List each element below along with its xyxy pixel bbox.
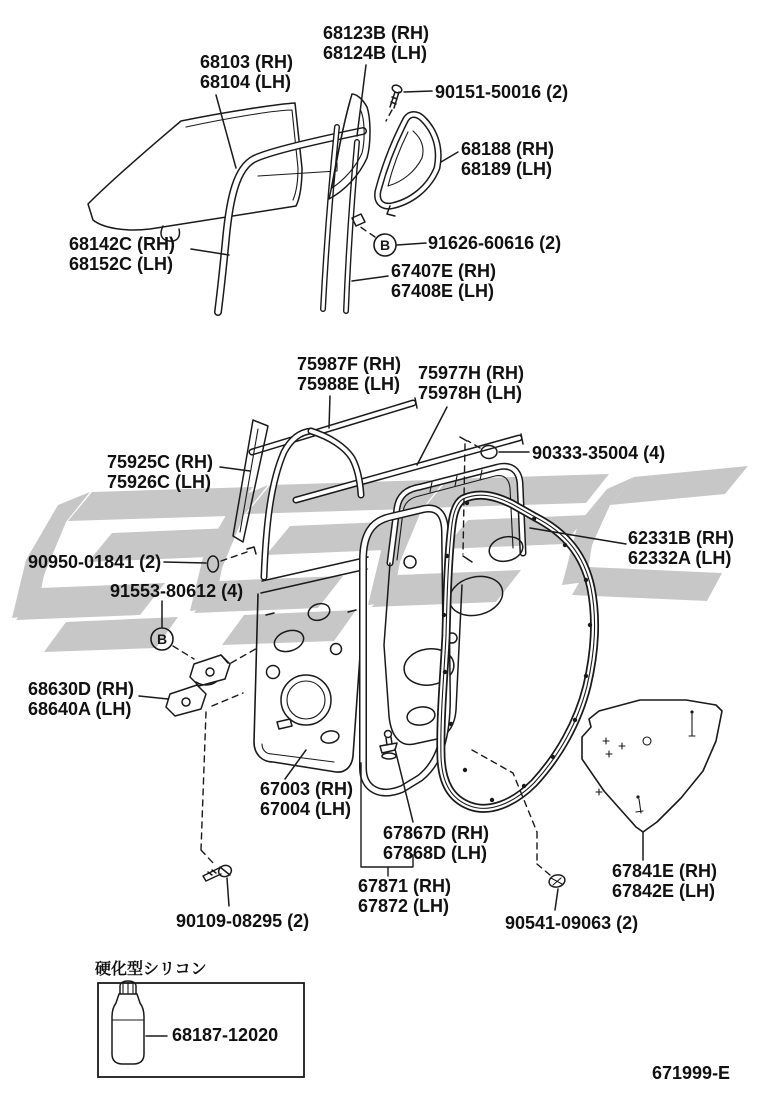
marker-b1-letter: B: [379, 237, 391, 253]
screw-90151-icon: [386, 84, 403, 121]
callout-91553: 91553-80612 (4): [110, 581, 244, 601]
callout-67867D: 67867D (RH) 67868D (LH): [383, 823, 490, 863]
figure-code: 671999-E: [652, 1063, 731, 1083]
glass-run-channel-drawing: [218, 131, 363, 312]
callout-75925C: 75925C (RH) 75926C (LH): [107, 452, 214, 492]
silicone-note-title: 硬化型シリコン: [95, 961, 207, 978]
callout-68630D: 68630D (RH) 68640A (LH): [28, 679, 135, 719]
callout-67003: 67003 (RH) 67004 (LH): [260, 779, 354, 819]
callout-91626: 91626-60616 (2): [428, 233, 562, 253]
hinge-drawing: [166, 655, 230, 716]
service-cover-panel-drawing: [582, 700, 722, 832]
marker-b2-letter: B: [156, 631, 168, 647]
callout-67407E: 67407E (RH) 67408E (LH): [391, 261, 497, 301]
callout-75977H: 75977H (RH) 75978H (LH): [418, 363, 525, 403]
grommet-90541-icon: [548, 873, 567, 889]
marker-b1: [352, 214, 396, 256]
callout-68142C: 68142C (RH) 68152C (LH): [69, 234, 176, 274]
callout-68188: 68188 (RH) 68189 (LH): [461, 139, 555, 179]
callout-90151: 90151-50016 (2): [435, 82, 569, 102]
silicone-bottle-icon: [112, 981, 144, 1064]
door-glass-drawing: [88, 103, 337, 241]
callout-67871: 67871 (RH) 67872 (LH): [358, 876, 452, 916]
callout-67841E: 67841E (RH) 67842E (LH): [612, 861, 718, 901]
callout-90333: 90333-35004 (4): [532, 443, 666, 463]
callout-90109: 90109-08295 (2): [176, 911, 310, 931]
callout-90950: 90950-01841 (2): [28, 552, 162, 572]
callout-90541: 90541-09063 (2): [505, 913, 639, 933]
callout-68103: 68103 (RH) 68104 (LH): [200, 52, 294, 92]
callout-68123B: 68123B (RH) 68124B (LH): [323, 23, 430, 63]
callout-75987F: 75987F (RH) 75988E (LH): [297, 354, 402, 394]
inner-weatherstrip-drawing: [363, 508, 447, 792]
screw-90109-icon: [203, 864, 233, 881]
quarter-weatherstrip-drawing: [378, 115, 439, 217]
callout-62331B: 62331B (RH) 62332A (LH): [628, 528, 735, 568]
callout-68187: 68187-12020: [172, 1025, 279, 1045]
